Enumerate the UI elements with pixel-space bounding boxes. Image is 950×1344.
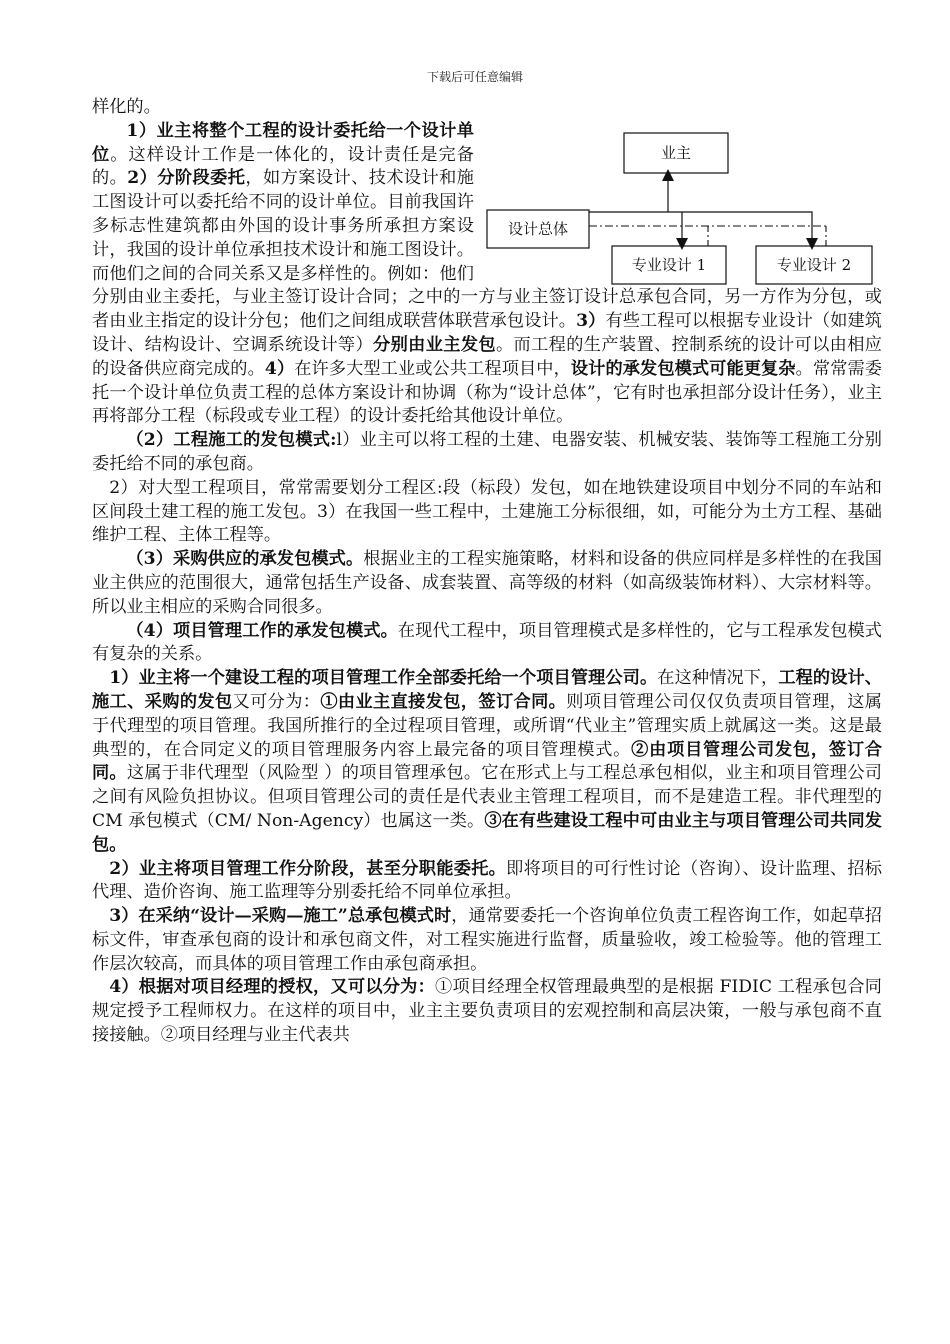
body-text: 在这种情况下，: [657, 668, 779, 689]
specialty-design-2-label: 专业设计 2: [776, 256, 852, 274]
body-text: 有些工程可以根据专业设计（如建筑设计、结构设计、空调系统设计等）: [92, 311, 882, 355]
paragraph-pm-epc: [92, 905, 882, 976]
bold-text: （2）工程施工的发包模式:: [126, 430, 337, 451]
bold-text: （4）项目管理工作的承发包模式。: [126, 620, 398, 641]
paragraph-pm-modes: [92, 620, 882, 668]
owner-label: 业主: [660, 144, 692, 162]
body-text: 在许多大型工业或公共工程项目中，: [294, 358, 571, 379]
bold-text: ③在有些建设工程中可由业主与项目管理公司共同发包。: [92, 810, 882, 855]
org-diagram: [482, 100, 882, 286]
body-text: 这属于非代理型（风险型 ）的项目管理承包。它在形式上与工程总承包相似，业主和项目管理公司之间有风险负担协议。但项目管理公司的责任是代表业主管理工程项目，而不是建造工程。非代理型的 CM 承包模式（CM/ Non-Agency）也属这一类。: [92, 763, 882, 831]
body-text: 在现代工程中，项目管理模式是多样性的，它与工程承发包模式有复杂的关系。: [92, 620, 882, 665]
page-header: 下载后可任意编辑: [426, 70, 523, 84]
paragraph-pm-phased: [92, 858, 882, 906]
body-text: l）业主可以将工程的土建、电器安装、机械安装、装饰等工程施工分别委托给不同的承包商。: [92, 430, 882, 474]
body-text: 。而工程的生产装置、控制系统的设计可以由相应的设备供应商完成的。: [92, 334, 882, 379]
bold-text: 1）业主将整个工程的设计委托给一个设计单位: [92, 120, 474, 165]
body-text: 。这样设计工作是一体化的，设计责任是完备的。: [92, 144, 474, 189]
body-text: 根据业主的工程实施策略，材料和设备的供应同样是多样性的在我国业主供应的范围很大，通常包括生产设备、成套装置、高等级的材料（如高级装饰材料）、大宗材料等。所以业主相应的采购合同很多。: [92, 549, 882, 617]
paragraph-construction-modes: [92, 429, 882, 477]
bold-text: ①由业主直接发包，签订合同。: [320, 691, 567, 712]
org-diagram-svg: [482, 100, 882, 286]
bold-text: 3）: [576, 311, 606, 332]
bold-text: 4）: [264, 358, 295, 379]
bold-text: 4）根据对项目经理的授权，又可以分为：: [109, 977, 436, 998]
paragraph-large-projects: 2）对大型工程项目，常常需要划分工程区:段（标段）发包，如在地铁建设项目中划分不同的车站和区间段土建工程的施工发包。3）在我国一些工程中，土建施工分标很细，如，可能分为土方工程、基础维护工程、主体工程等。: [92, 477, 882, 546]
bold-text: 设计的承发包模式可能更复杂: [570, 358, 796, 379]
body-text: ①项目经理全权管理最典型的是根据 FIDIC 工程承包合同规定授予工程师权力。在这样的项目中，业主主要负责项目的宏观控制和高层决策，一般与承包商不直接接触。②项目经理与业主代表共: [92, 977, 882, 1046]
body-text: 即将项目的可行性讨论（咨询）、设计监理、招标代理、造价咨询、施工监理等分别委托给不同单位承担。: [92, 858, 882, 903]
bold-text: （3）采购供应的承发包模式。: [126, 549, 364, 570]
bold-text: 2）业主将项目管理工作分阶段，甚至分职能委托。: [109, 858, 507, 879]
bold-text: 分别由业主发包: [373, 334, 496, 355]
bold-text: 1）业主将一个建设工程的项目管理工作全部委托给一个项目管理公司。: [109, 668, 658, 689]
paragraph-pm-full-delegation: [92, 667, 882, 857]
body-text: ，如方案设计、技术设计和施工图设计可以委托给不同的设计单位。目前我国许多标志性建筑都由外国的设计事务所承担方案设计，我国的设计单位承担技术设计和施工图设计。而他们之间的合同关系又是多样性的。例如：他们分别由业主委托，与业主签订设计合同；之中的一方与业主签订设计总承包合同，另一方作为分包，或者由业主指定的设计分包；他们之间组成联营体联营承包设计。: [92, 168, 882, 332]
document-body: [92, 96, 882, 1048]
general-design-label: 设计总体: [507, 220, 569, 238]
arrow-to-specialty-2: [589, 212, 812, 244]
body-text: ，通常要委托一个咨询单位负责工程咨询工作，如起草招标文件，审查承包商的设计和承包商文件，对工程实施进行监督，质量验收，竣工检验等。他的管理工作层次较高，而具体的项目管理工作由承包商承担。: [92, 906, 882, 974]
bold-text: 2）分阶段委托: [127, 168, 246, 189]
body-text: 。常常需委托一个设计单位负责工程的总体方案设计和协调（称为“设计总体”，它有时也承担部分设计任务），业主再将部分工程（标段或专业工程）的设计委托给其他设计单位。: [92, 358, 882, 427]
paragraph-0: 样化的。: [92, 97, 161, 117]
bold-text: 3）在采纳“设计—采购—施工”总承包模式时: [109, 906, 452, 927]
bold-text: ②由项目管理公司发包，签订合同。: [92, 739, 882, 784]
specialty-design-1-label: 专业设计 1: [631, 256, 707, 274]
bold-text: 工程的设计、施工、采购的发包: [92, 668, 882, 712]
paragraph-pm-authority: [92, 976, 882, 1047]
paragraph-procurement-modes: [92, 548, 882, 619]
body-text: 又可分为：: [232, 691, 321, 712]
body-text: 则项目管理公司仅仅负责项目管理，这属于代理型的项目管理。我国所推行的全过程项目管理，或所谓“代业主”管理实质上就属这一类。这是最典型的，在合同定义的项目管理服务内容上最完备的项目管理模式。: [92, 691, 882, 760]
